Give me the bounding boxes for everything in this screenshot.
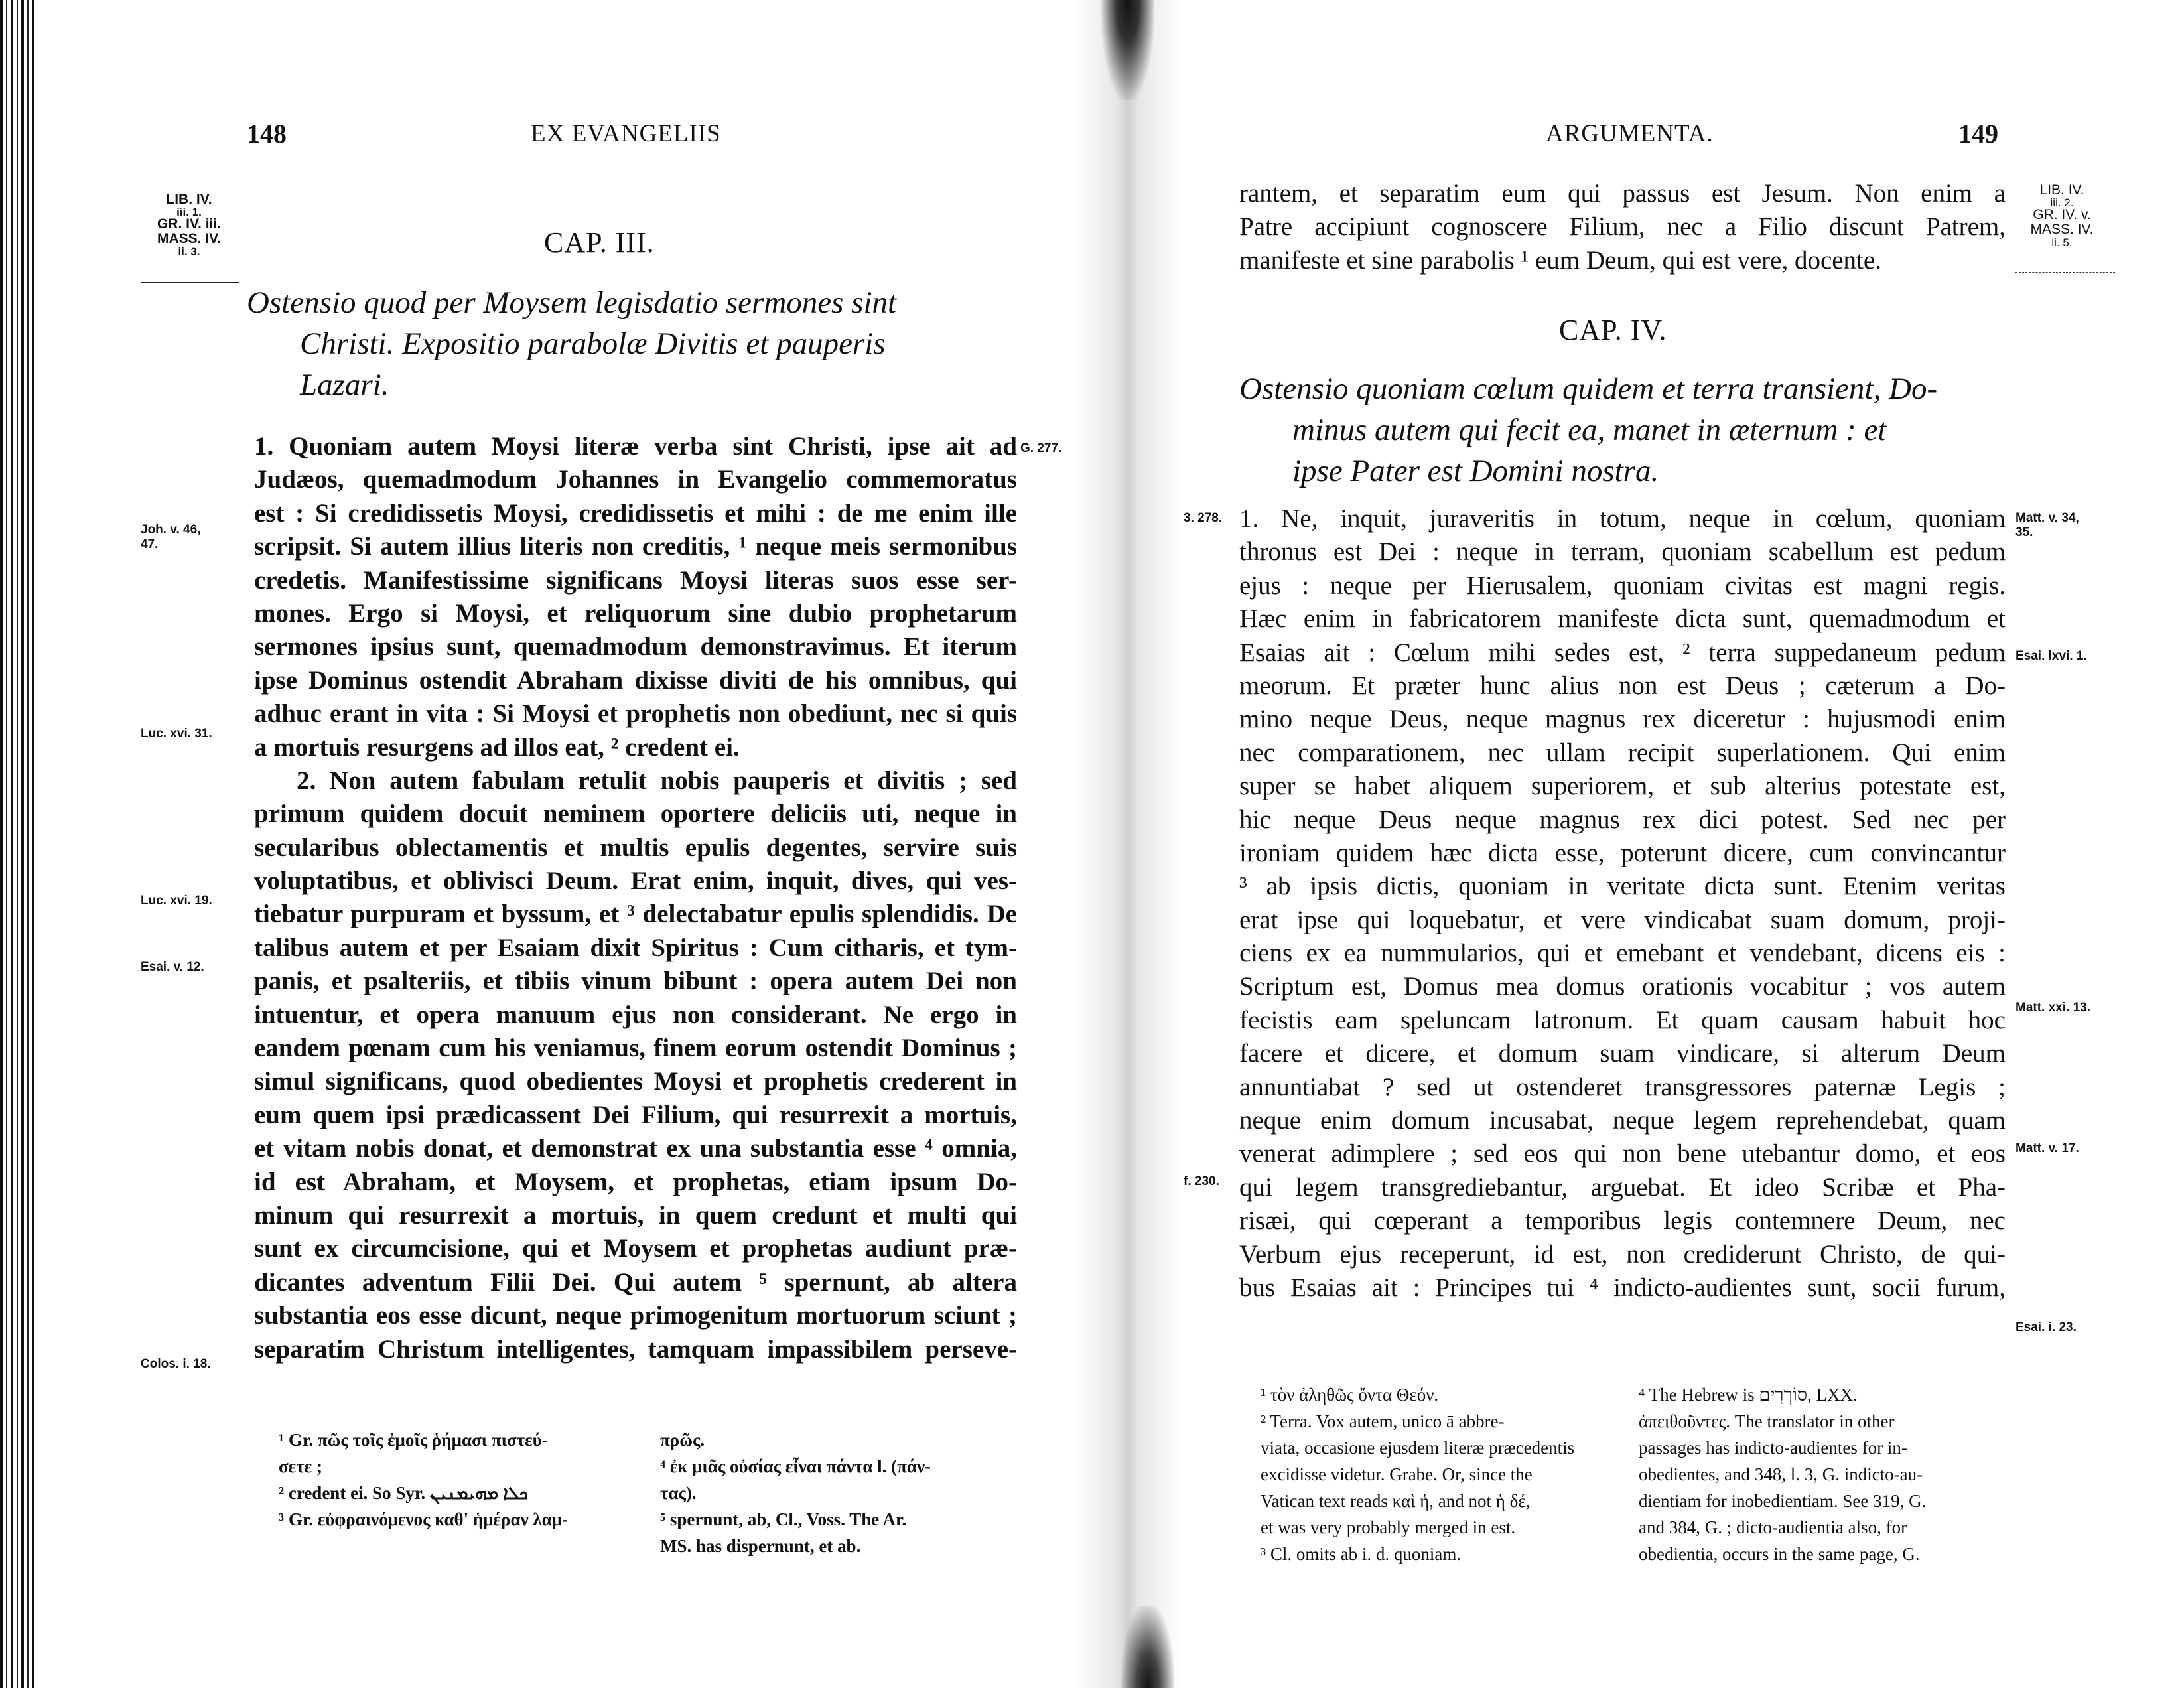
text-line: simul significans, quod obedientes Moysi et prophetis crederent in (254, 1067, 1017, 1096)
side-note: Esai. lxvi. 1. (2015, 649, 2087, 663)
footnote-line: passages has indicto-audientes for in- (1639, 1438, 1907, 1458)
margin-ref-line: LIB. IV. (166, 192, 212, 207)
margin-ref-line: MASS. IV. (157, 231, 222, 246)
side-note: Luc. xvi. 31. (141, 727, 212, 740)
side-note: Matt. xxi. 13. (2015, 1001, 2090, 1015)
text-line: dicantes adventum Filii Dei. Qui autem ⁵ spernunt, ab altera (254, 1267, 1017, 1297)
text-line: venerat adimplere ; sed eos qui non bene utebantur domo, et eos (1239, 1139, 2006, 1168)
margin-ref-line: GR. IV. iii. (157, 216, 222, 232)
text-line: annuntiabat ? sed ut ostenderet transgressores paternæ Legis ; (1239, 1072, 2006, 1101)
text-line: facere et dicere, et domum suam vindicare, si alterum Deum (1239, 1039, 2006, 1068)
text-line: Scriptum est, Domus mea domus orationis vocabitur ; vos autem (1239, 972, 2006, 1001)
text-line: substantia eos esse dicunt, neque primogenitum mortuorum sciunt ; (254, 1301, 1017, 1330)
footnote-line: σετε ; (279, 1456, 322, 1476)
text-line: et vitam nobis donat, et demonstrat ex una substantia esse ⁴ omnia, (254, 1134, 1017, 1163)
side-note: Luc. xvi. 19. (141, 894, 212, 908)
text-line: ironiam quidem hæc dicta esse, poterunt dicere, cum convincantur (1239, 838, 2006, 867)
text-line: hic neque Deus neque magnus rex dici potest. Sed nec per (1239, 805, 2006, 834)
text-line: tiebatur purpuram et byssum, et ³ delectabatur epulis splendidis. De (254, 900, 1017, 929)
footnote-line: ⁴ ἐκ μιᾶς οὐσίας εἶναι πάντα l. (πάν- (660, 1456, 931, 1476)
chapter-heading: CAP. IV. (1559, 314, 1667, 346)
footnotes-col2 (1639, 1381, 2010, 1567)
margin-ref-line: ii. 5. (2051, 236, 2073, 249)
margin-reference (143, 192, 236, 257)
footnote-line: MS. has dispernunt, et ab. (660, 1536, 861, 1556)
margin-ref-line: iii. 2. (2050, 196, 2074, 209)
text-line: credetis. Manifestissime significans Moysi literas suos esse ser- (254, 565, 1017, 595)
text-line: 1. Quoniam autem Moysi literæ verba sint Christi, ipse ait ad (254, 432, 1017, 460)
text-line: risæi, qui cœperant a temporibus legis contemnere Deum, nec (1239, 1206, 2006, 1235)
side-note: Matt. v. 34, (2015, 511, 2079, 525)
text-line: thronus est Dei : neque in terram, quoniam scabellum est pedum (1239, 537, 2006, 567)
margin-ref-line: MASS. IV. (2030, 222, 2094, 237)
footnotes-col1 (1261, 1381, 1632, 1567)
side-note: f. 230. (1184, 1174, 1219, 1188)
footnote-line: dientiam for inobedientiam. See 319, G. (1639, 1491, 1927, 1511)
side-note: 3. 278. (1184, 511, 1223, 525)
text-line: ejus : neque per Hierusalem, quoniam civitas est magni regis. (1239, 571, 2006, 600)
side-note: Matt. v. 17. (2015, 1141, 2079, 1155)
text-line: 2. Non autem fabulam retulit nobis pauperis et divitis ; sed (297, 766, 1017, 795)
footnote-line: and 384, G. ; dicto-audientia also, for (1639, 1517, 1907, 1537)
footnote-line: et was very probably merged in est. (1261, 1517, 1516, 1537)
footnotes-col1 (279, 1427, 650, 1533)
text-line: mones. Ergo si Moysi, et reliquorum sine dubio prophetarum (254, 598, 1017, 628)
text-line: scripsit. Si autem illius literis non creditis, ¹ neque meis sermonibus (254, 532, 1017, 561)
chapter-summary (1239, 368, 2015, 492)
text-line: Esaias ait : Cœlum mihi sedes est, ² terra suppedaneum pedum (1239, 638, 2006, 667)
text-line: Verbum ejus receperunt, id est, non crediderunt Christo, de qui- (1239, 1239, 2006, 1269)
gutter-shadow-bottom (1121, 1606, 1174, 1688)
footnote-line: ² credent ei. So Syr. ܟܠܐ ܡܗܝܡܢܝܢ (279, 1483, 528, 1503)
text-line: intuentur, et opera manuum ejus non considerant. Ne ergo in (254, 1000, 1017, 1029)
margin-ref-line: GR. IV. v. (2033, 207, 2091, 222)
left-page (0, 0, 1088, 1688)
text-line: minum qui resurrexit a mortuis, in quem credunt et multi qui (254, 1200, 1017, 1230)
text-line: est : Si credidissetis Moysi, credidissetis et mihi : de me enim ille (254, 498, 1017, 528)
side-note: Esai. i. 23. (2015, 1320, 2077, 1334)
footnote-line: τας). (660, 1483, 697, 1503)
footnote-line: excidisse videtur. Grabe. Or, since the (1261, 1464, 1533, 1484)
text-line: manifeste et sine parabolis ¹ eum Deum, qui est vere, docente. (1239, 246, 1881, 275)
gutter-shadow-top (1101, 0, 1154, 100)
summary-line: minus autem qui fecit ea, manet in æternum : et (1292, 413, 1887, 447)
running-head: EX EVANGELIIS (531, 120, 721, 147)
text-line: bus Esaias ait : Principes tui ⁴ indicto-audientes sunt, socii furum, (1239, 1273, 2006, 1302)
text-line: 1. Ne, inquit, juraveritis in totum, neque in cœlum, quoniam (1239, 504, 2006, 533)
summary-line: ipse Pater est Domini nostra. (1292, 454, 1659, 488)
text-line: Judæos, quemadmodum Johannes in Evangelio commemoratus (254, 465, 1017, 494)
footnote-line: πρῶς. (660, 1430, 705, 1450)
footnote-line: ⁴ The Hebrew is סוֹרְרִים, LXX. (1639, 1385, 1858, 1405)
side-note: Colos. i. 18. (141, 1357, 211, 1371)
footnote-line: ⁵ spernunt, ab, Cl., Voss. The Ar. (660, 1510, 907, 1529)
running-head: ARGUMENTA. (1546, 120, 1714, 147)
footnote-line: ¹ Gr. πῶς τοῖς ἐμοῖς ῥήμασι πιστεύ- (279, 1430, 548, 1450)
footnote-line: ³ Gr. εὐφραινόμενος καθ' ἡμέραν λαμ- (279, 1510, 569, 1529)
page-number: 148 (247, 119, 287, 149)
margin-ref-line: LIB. IV. (2039, 182, 2084, 198)
chapter-summary (247, 282, 1043, 405)
text-line: eandem pœnam cum his veniamus, finem eorum ostendit Dominus ; (254, 1034, 1017, 1063)
side-note: 35. (2015, 526, 2033, 539)
footnote-line: ¹ τὸν ἀληθῶς ὄντα Θεόν. (1261, 1385, 1439, 1405)
text-line: erat ipse qui loquebatur, et vere vindicabat suam domum, proji- (1239, 905, 2006, 934)
text-line: ipse Dominus ostendit Abraham dixisse diviti de his omnibus, qui (254, 666, 1017, 695)
text-line: mino neque Deus, neque magnus rex diceretur : hujusmodi enim (1239, 705, 2006, 734)
text-line: eum quem ipsi prædicassent Dei Filium, qui resurrexit a mortuis, (254, 1100, 1017, 1129)
text-line: neque enim domum incusabat, neque legem reprehendebat, quam (1239, 1106, 2006, 1135)
margin-rule (2015, 272, 2115, 273)
text-line: talibus autem et per Esaiam dixit Spiritus : Cum citharis, et tym- (254, 933, 1017, 962)
body-text (1239, 502, 2006, 1304)
summary-line: Ostensio quod per Moysem legisdatio sermones sint (247, 285, 897, 320)
text-line: ³ ab ipsis dictis, quoniam in veritate dicta sunt. Etenim veritas (1239, 872, 2006, 901)
text-line: fecistis eam speluncam latronum. Et quam causam habuit hoc (1239, 1005, 2006, 1034)
right-page (1168, 0, 2184, 1688)
text-line: nec comparationem, nec ullam recipit superlationem. Qui enim (1239, 738, 2006, 767)
footnote-line: viata, occasione ejusdem literæ præcedentis (1261, 1438, 1575, 1458)
footnote-line: obedientia, occurs in the same page, G. (1639, 1544, 1920, 1564)
side-note: Esai. v. 12. (141, 960, 204, 974)
text-line: secularibus oblectamentis et multis epulis degentes, servire suis (254, 833, 1017, 862)
text-line: separatim Christum intelligentes, tamquam impassibilem perseve- (254, 1334, 1017, 1364)
text-line: qui legem transgrediebantur, arguebat. Et ideo Scribæ et Pha- (1239, 1172, 2006, 1202)
margin-rule (141, 282, 239, 283)
text-line: meorum. Et præter hunc alius non est Deus ; cæterum a Do- (1239, 671, 2006, 700)
text-line: sunt ex circumcisione, qui et Moysem et prophetas audiunt præ- (254, 1234, 1017, 1263)
footnote-line: ² Terra. Vox autem, unico ā abbre- (1261, 1411, 1505, 1431)
text-line: voluptatibus, et oblivisci Deum. Erat enim, inquit, dives, qui ves- (254, 867, 1017, 896)
text-line: a mortuis resurgens ad illos eat, ² credent ei. (254, 733, 740, 762)
binding-gutter (1075, 0, 1181, 1688)
text-line: panis, et psalteriis, et tibiis vinum bibunt : opera autem Dei non (254, 967, 1017, 996)
margin-ref-line: iii. 1. (176, 206, 202, 218)
summary-line: Lazari. (300, 368, 389, 402)
text-line: Hæc enim in fabricatorem manifeste dicta sunt, quemadmodum et (1239, 604, 2006, 634)
footnote-line: ³ Cl. omits ab i. d. quoniam. (1261, 1544, 1462, 1564)
text-line: ciens ex ea nummularios, qui et emebant et vendebant, dicens eis : (1239, 939, 2006, 968)
page-number: 149 (1958, 119, 1998, 149)
footnotes-col2 (660, 1427, 1032, 1559)
summary-line: Ostensio quoniam cœlum quidem et terra transient, Do- (1239, 372, 1938, 406)
text-line: Patre accipiunt cognoscere Filium, nec a Filio discunt Patrem, (1239, 212, 2006, 242)
text-line: rantem, et separatim eum qui passus est Jesum. Non enim a (1239, 179, 2006, 208)
side-note: 47. (141, 537, 159, 551)
side-note: G. 277. (1020, 441, 1062, 455)
text-line: primum quidem docuit neminem oportere deliciis uti, neque in (254, 800, 1017, 829)
text-line: super se habet aliquem superiorem, et sub alterius potestate est, (1239, 772, 2006, 801)
side-note: Joh. v. 46, (141, 523, 201, 537)
summary-line: Christi. Expositio parabolæ Divitis et pauperis (300, 326, 886, 361)
chapter-heading: CAP. III. (544, 226, 655, 259)
footnote-line: ἀπειθοῦντες. The translator in other (1639, 1411, 1895, 1431)
footnote-line: obedientes, and 348, l. 3, G. indicto-au- (1639, 1464, 1923, 1484)
text-line: sermones ipsius sunt, quemadmodum demonstravimus. Et iterum (254, 632, 1017, 662)
margin-reference (2015, 183, 2108, 248)
opening-text (1239, 177, 2006, 277)
margin-ref-line: ii. 3. (178, 246, 200, 258)
text-line: adhuc erant in vita : Si Moysi et prophetis non obediunt, nec si quis (254, 699, 1017, 729)
footnote-line: Vatican text reads καὶ ἡ, and not ἡ δέ, (1261, 1491, 1531, 1511)
text-line: id est Abraham, et Moysem, et prophetas, etiam ipsum Do- (254, 1167, 1017, 1196)
body-text (254, 430, 1017, 1366)
